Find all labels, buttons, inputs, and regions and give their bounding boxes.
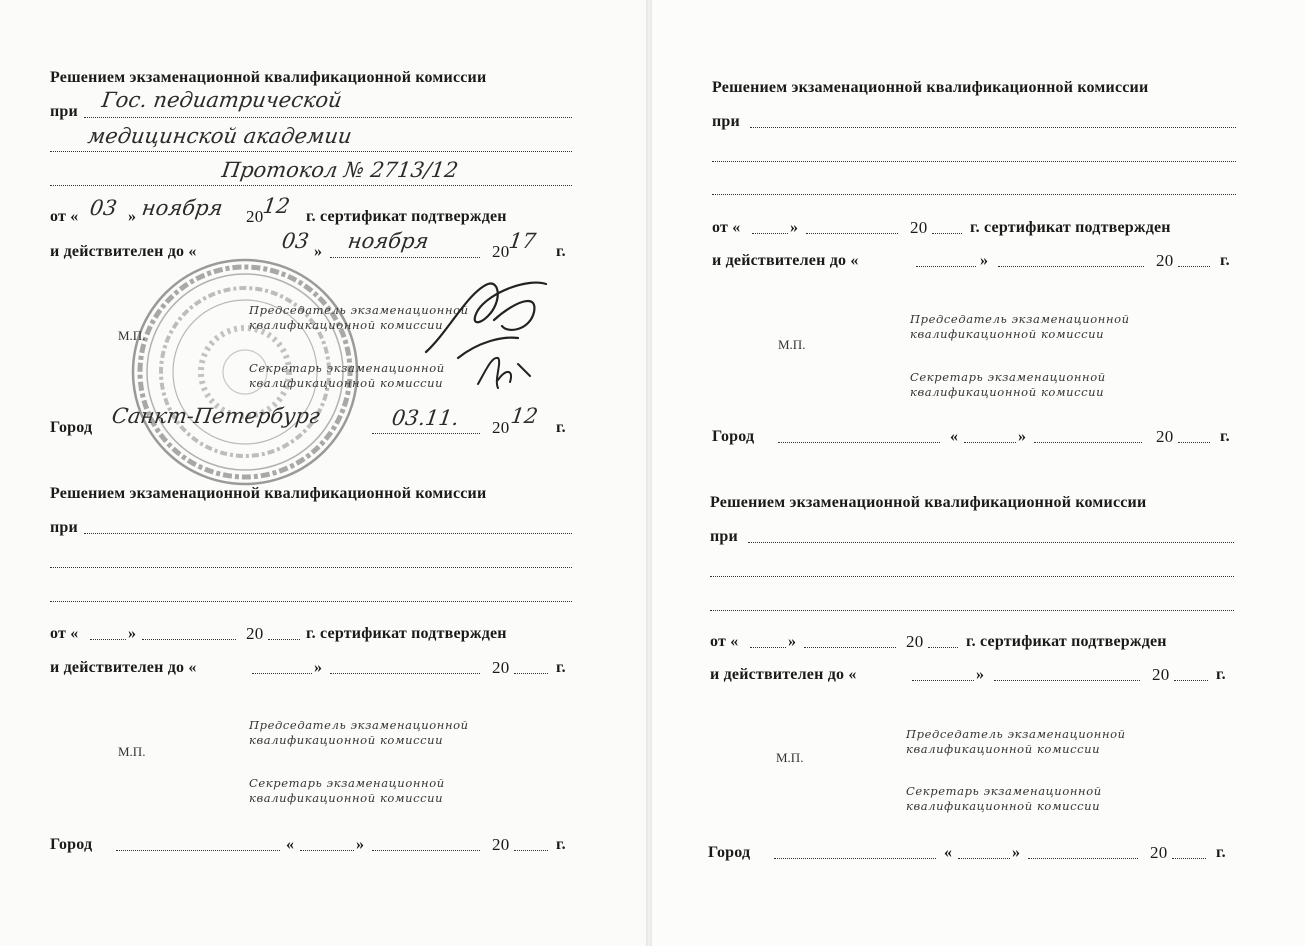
ot-label: от « <box>712 219 741 236</box>
city-quote-close: » <box>1012 844 1021 861</box>
fill-line <box>912 680 974 681</box>
quote-close: » <box>314 659 323 676</box>
fill-line <box>50 151 572 152</box>
handwritten-valid-day: 03 <box>280 229 311 253</box>
century-label: 20 <box>492 658 510 677</box>
secretary-signature <box>474 350 534 394</box>
city-quote-close: » <box>356 836 365 853</box>
century-label: 20 <box>492 242 510 261</box>
city-quote-open: « <box>950 428 959 445</box>
secretary-label-2: квалификационной комиссии <box>906 799 1101 813</box>
valid-until-label: и действителен до « <box>50 243 197 260</box>
chair-label-1: Председатель экзаменационной <box>249 718 469 732</box>
fill-line <box>1034 442 1142 443</box>
pri-label: при <box>712 113 740 130</box>
fill-line <box>994 680 1140 681</box>
handwritten-year: 12 <box>261 194 292 218</box>
mp-label: М.П. <box>118 328 146 343</box>
fill-line <box>750 127 1236 128</box>
handwritten-valid-year: 17 <box>507 229 538 253</box>
decision-heading: Решением экзаменационной квалификационной комиссии <box>712 79 1149 96</box>
cert-confirmed-text: г. сертификат подтвержден <box>970 219 1171 236</box>
chair-label-2: квалификационной комиссии <box>906 742 1101 756</box>
city-label: Город <box>50 836 93 853</box>
ot-label: от « <box>50 208 79 225</box>
ot-label: от « <box>710 633 739 650</box>
handwritten-day: 03 <box>88 196 119 220</box>
fill-line <box>268 639 300 640</box>
fill-line <box>84 533 572 534</box>
century-label: 20 <box>1150 843 1168 862</box>
handwritten-valid-month: ноября <box>346 229 431 253</box>
fill-line <box>1178 266 1210 267</box>
secretary-label-1: Секретарь экзаменационной <box>249 361 445 375</box>
secretary-label-1: Секретарь экзаменационной <box>906 784 1102 798</box>
fill-line <box>804 647 896 648</box>
year-suffix: г. <box>556 659 566 676</box>
secretary-label-1: Секретарь экзаменационной <box>249 776 445 790</box>
century-label: 20 <box>492 418 510 437</box>
fill-line <box>90 639 126 640</box>
fill-line <box>50 185 572 186</box>
century-label: 20 <box>1156 251 1174 270</box>
fill-line <box>958 858 1010 859</box>
valid-until-label: и действителен до « <box>712 252 859 269</box>
fill-line <box>712 194 1236 195</box>
quote-close: » <box>128 625 137 642</box>
secretary-label-1: Секретарь экзаменационной <box>910 370 1106 384</box>
year-suffix: г. <box>1216 844 1226 861</box>
decision-heading: Решением экзаменационной квалификационной комиссии <box>710 494 1147 511</box>
fill-line <box>710 610 1234 611</box>
fill-line <box>750 647 786 648</box>
mp-label: М.П. <box>778 337 806 352</box>
fill-line <box>932 233 962 234</box>
chair-label-1: Председатель экзаменационной <box>910 312 1130 326</box>
secretary-label-2: квалификационной комиссии <box>249 791 444 805</box>
city-quote-close: » <box>1018 428 1027 445</box>
quote-close: » <box>128 208 137 225</box>
fill-line <box>806 233 898 234</box>
city-label: Город <box>50 419 93 436</box>
year-suffix: г. <box>556 836 566 853</box>
century-label: 20 <box>910 218 928 237</box>
fill-line <box>330 673 480 674</box>
fill-line <box>710 576 1234 577</box>
year-suffix: г. <box>556 243 566 260</box>
year-suffix: г. <box>1216 666 1226 683</box>
century-label: 20 <box>1152 665 1170 684</box>
fill-line <box>748 542 1234 543</box>
handwritten-institution-2: медицинской академии <box>86 124 354 148</box>
chair-label-1: Председатель экзаменационной <box>249 303 469 317</box>
fill-line <box>778 442 940 443</box>
fill-line <box>372 433 480 434</box>
year-suffix: г. <box>1220 252 1230 269</box>
cert-confirmed-text: г. сертификат подтвержден <box>306 208 507 225</box>
fill-line <box>1172 858 1206 859</box>
city-quote-open: « <box>286 836 295 853</box>
fill-line <box>1178 442 1210 443</box>
century-label: 20 <box>492 835 510 854</box>
quote-close: » <box>790 219 799 236</box>
fill-line <box>712 161 1236 162</box>
quote-close: » <box>788 633 797 650</box>
fill-line <box>998 266 1144 267</box>
fill-line <box>1028 858 1138 859</box>
handwritten-sign-year: 12 <box>509 404 540 428</box>
pri-label: при <box>50 519 78 536</box>
fill-line <box>928 647 958 648</box>
chair-label-1: Председатель экзаменационной <box>906 727 1126 741</box>
ot-label: от « <box>50 625 79 642</box>
city-label: Город <box>712 428 755 445</box>
mp-label: М.П. <box>776 750 804 765</box>
valid-until-label: и действителен до « <box>710 666 857 683</box>
city-label: Город <box>708 844 751 861</box>
mp-label: М.П. <box>118 744 146 759</box>
fill-line <box>752 233 788 234</box>
century-label: 20 <box>906 632 924 651</box>
fill-line <box>514 673 548 674</box>
fill-line <box>964 442 1016 443</box>
chair-label-2: квалификационной комиссии <box>910 327 1105 341</box>
cert-confirmed-text: г. сертификат подтвержден <box>306 625 507 642</box>
fill-line <box>372 850 480 851</box>
handwritten-sign-date: 03.11. <box>390 406 461 430</box>
pri-label: при <box>50 103 78 120</box>
pri-label: при <box>710 528 738 545</box>
chair-label-2: квалификационной комиссии <box>249 318 444 332</box>
handwritten-month: ноября <box>140 196 225 220</box>
secretary-label-2: квалификационной комиссии <box>249 376 444 390</box>
year-suffix: г. <box>1220 428 1230 445</box>
century-label: 20 <box>246 624 264 643</box>
fill-line <box>50 567 572 568</box>
quote-close: » <box>980 252 989 269</box>
fill-line <box>916 266 976 267</box>
valid-until-label: и действителен до « <box>50 659 197 676</box>
fill-line <box>116 850 280 851</box>
century-label: 20 <box>1156 427 1174 446</box>
secretary-label-2: квалификационной комиссии <box>910 385 1105 399</box>
fill-line <box>1174 680 1208 681</box>
fill-line <box>514 850 548 851</box>
city-quote-open: « <box>944 844 953 861</box>
fill-line <box>300 850 354 851</box>
quote-close: » <box>976 666 985 683</box>
cert-confirmed-text: г. сертификат подтвержден <box>966 633 1167 650</box>
handwritten-institution-1: Гос. педиатрической <box>100 88 344 112</box>
fill-line <box>142 639 236 640</box>
handwritten-protocol: Протокол № 2713/12 <box>220 158 460 182</box>
chair-label-2: квалификационной комиссии <box>249 733 444 747</box>
century-label: 20 <box>246 207 264 226</box>
year-suffix: г. <box>556 419 566 436</box>
quote-close: » <box>314 243 323 260</box>
handwritten-city: Санкт-Петербург <box>110 404 322 428</box>
fill-line <box>84 117 572 118</box>
fill-line <box>50 601 572 602</box>
fill-line <box>252 673 312 674</box>
decision-heading: Решением экзаменационной квалификационной комиссии <box>50 485 487 502</box>
decision-heading: Решением экзаменационной квалификационной комиссии <box>50 69 487 86</box>
fill-line <box>774 858 936 859</box>
